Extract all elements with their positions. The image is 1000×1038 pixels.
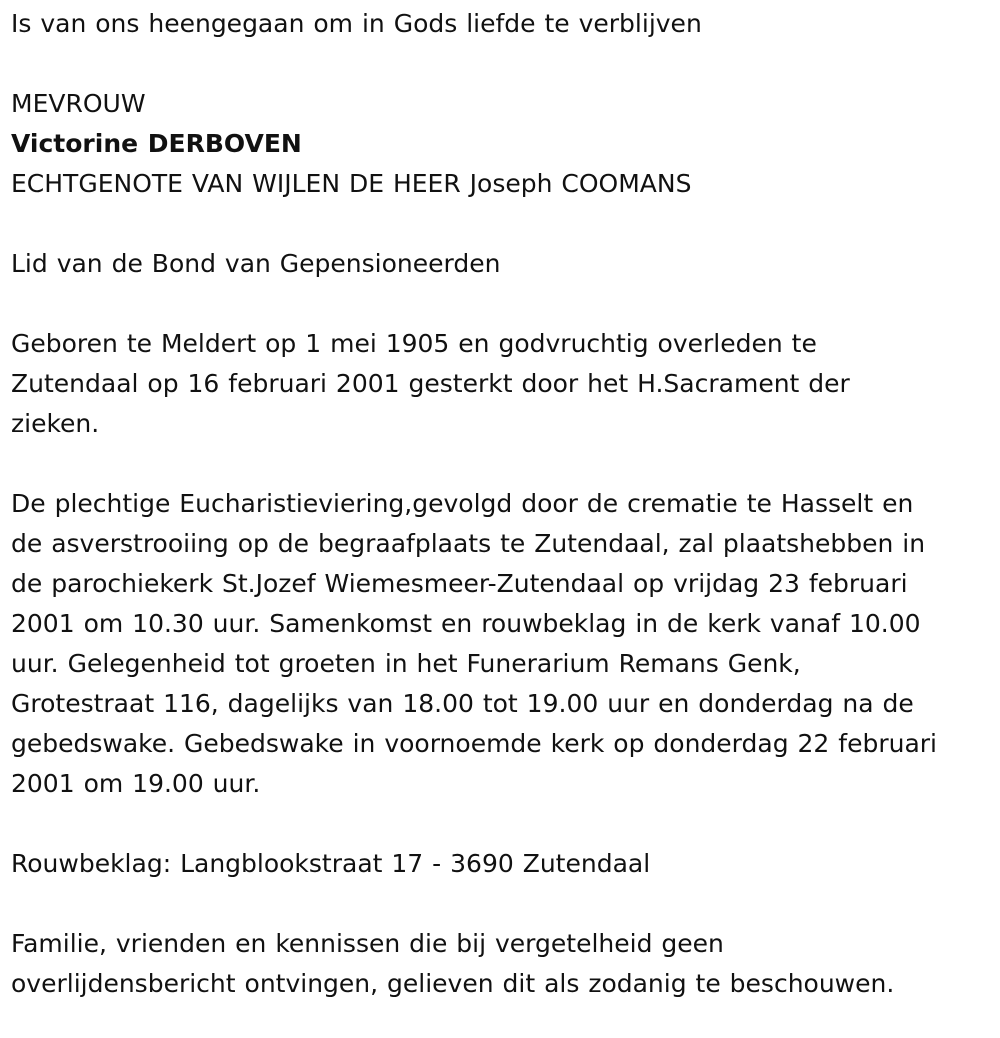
closing-paragraph xyxy=(11,924,991,1004)
salutation: MEVROUW xyxy=(11,89,146,118)
text-line: overlijdensbericht ontvingen, gelieven dit als zodanig te beschouwen. xyxy=(11,969,895,998)
text-line: Geboren te Meldert op 1 mei 1905 en godvruchtig overleden te xyxy=(11,329,817,358)
death-notice xyxy=(11,4,991,1004)
spacer xyxy=(11,884,991,924)
text-line: zieken. xyxy=(11,409,100,438)
spacer xyxy=(11,444,991,484)
ceremony-paragraph xyxy=(11,484,991,804)
deceased-name: Victorine DERBOVEN xyxy=(11,129,302,158)
condolence-address: Rouwbeklag: Langblookstraat 17 - 3690 Zutendaal xyxy=(11,849,651,878)
text-line: 2001 om 19.00 uur. xyxy=(11,769,261,798)
text-line: gebedswake. Gebedswake in voornoemde kerk op donderdag 22 februari xyxy=(11,729,937,758)
text-line: 2001 om 10.30 uur. Samenkomst en rouwbeklag in de kerk vanaf 10.00 xyxy=(11,609,921,638)
text-line: Grotestraat 116, dagelijks van 18.00 tot 19.00 uur en donderdag na de xyxy=(11,689,914,718)
text-line: de parochiekerk St.Jozef Wiemesmeer-Zutendaal op vrijdag 23 februari xyxy=(11,569,908,598)
birth-death-paragraph xyxy=(11,324,991,444)
text-line: Familie, vrienden en kennissen die bij vergetelheid geen xyxy=(11,929,724,958)
text-line: uur. Gelegenheid tot groeten in het Funerarium Remans Genk, xyxy=(11,649,801,678)
text-line: De plechtige Eucharistieviering,gevolgd door de crematie te Hasselt en xyxy=(11,489,914,518)
spacer xyxy=(11,804,991,844)
spacer xyxy=(11,284,991,324)
spacer xyxy=(11,204,991,244)
spacer xyxy=(11,44,991,84)
intro-line: Is van ons heengegaan om in Gods liefde te verblijven xyxy=(11,9,702,38)
membership-line: Lid van de Bond van Gepensioneerden xyxy=(11,249,501,278)
text-line: de asverstrooiing op de begraafplaats te Zutendaal, zal plaatshebben in xyxy=(11,529,926,558)
spouse-line: ECHTGENOTE VAN WIJLEN DE HEER Joseph COOMANS xyxy=(11,169,692,198)
text-line: Zutendaal op 16 februari 2001 gesterkt door het H.Sacrament der xyxy=(11,369,850,398)
